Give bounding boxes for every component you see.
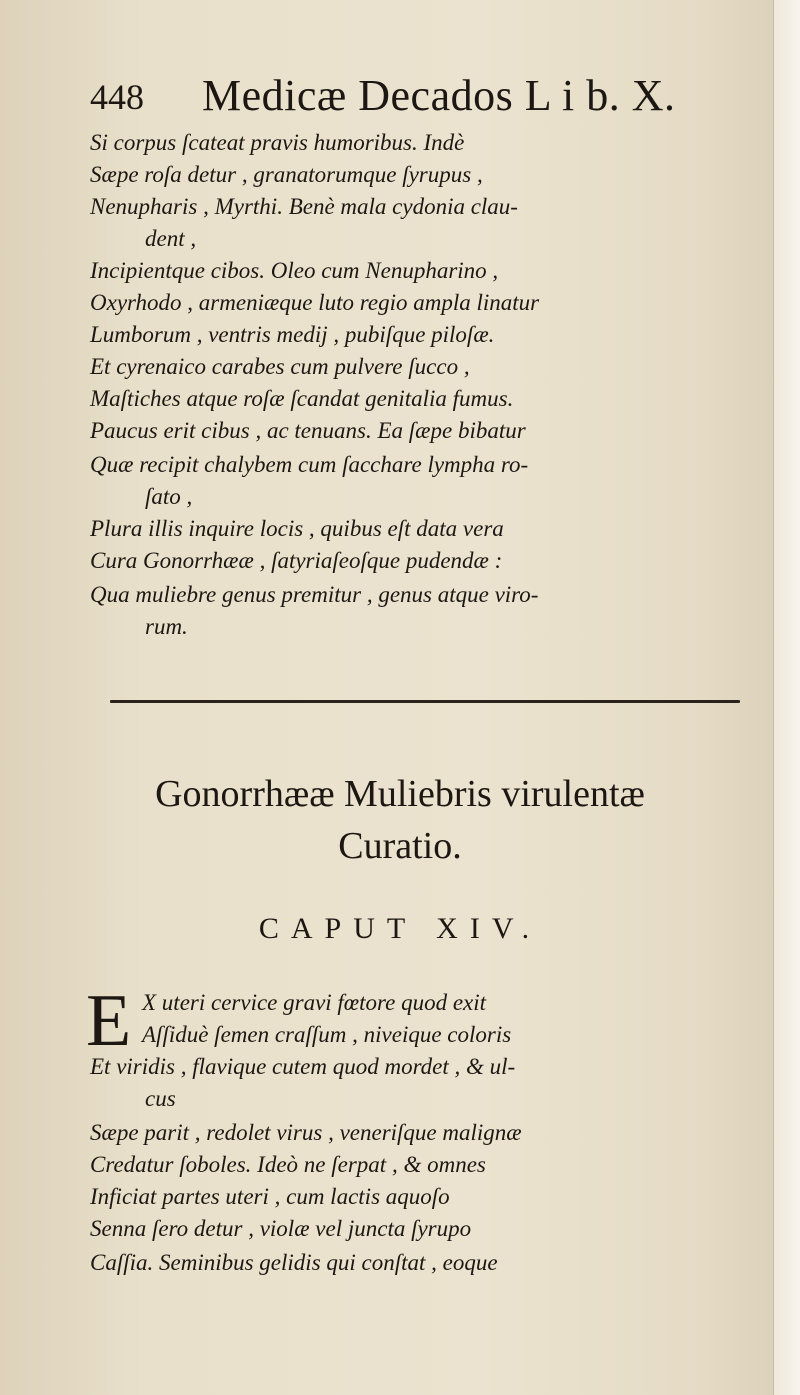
verse-line: Lumborum , ventris medij , pubiſque piloſæ.: [90, 322, 495, 347]
verse-line: Quæ recipit chalybem cum ſacchare lympha ro-: [90, 452, 529, 477]
verse-line: Paucus erit cibus , ac tenuans. Ea ſæpe bibatur: [90, 418, 526, 443]
verse-line: Incipientque cibos. Oleo cum Nenupharino ,: [90, 258, 499, 283]
verse-line: Senna ſero detur , violæ vel juncta ſyrupo: [90, 1216, 472, 1241]
verse-line: cus: [145, 1086, 176, 1111]
page-header: [90, 70, 690, 120]
verse-line: Cura Gonorrhææ , ſatyriaſeoſque pudendæ :: [90, 548, 503, 573]
verse-line: Sæpe roſa detur , granatorumque ſyrupus ,: [90, 162, 483, 187]
chapter-title-subtitle: Curatio.: [338, 825, 462, 867]
verse-line: Plura illis inquire locis , quibus eſt data vera: [90, 516, 504, 541]
verse-line: Qua muliebre genus premitur , genus atque viro-: [90, 582, 539, 607]
verse-line: Maſtiches atque roſæ ſcandat genitalia fumus.: [90, 386, 514, 411]
drop-cap: E: [86, 980, 132, 1062]
verse-line: Oxyrhodo , armeniæque luto regio ampla linatur: [90, 290, 540, 315]
running-title: Medicæ Decados L i b. X.: [202, 71, 676, 120]
verse-line: Sæpe parit , redolet virus , veneriſque malignæ: [90, 1120, 522, 1145]
page-edge: [773, 0, 800, 1395]
verse-line: Aſſiduè ſemen craſſum , niveique coloris: [142, 1022, 512, 1047]
chapter-number: CAPUT XIV.: [258, 912, 542, 945]
verse-line: Et cyrenaico carabes cum pulvere ſucco ,: [90, 354, 470, 379]
verse-line: rum.: [145, 614, 188, 639]
verse-line: Nenupharis , Myrthi. Benè mala cydonia clau-: [90, 194, 518, 219]
verse-line: dent ,: [145, 226, 197, 251]
verse-line: Si corpus ſcateat pravis humoribus. Indè: [90, 130, 465, 155]
section-divider: [110, 700, 740, 703]
verse-line: Credatur ſoboles. Ideò ne ſerpat , & omnes: [90, 1152, 486, 1177]
verse-line: Inficiat partes uteri , cum lactis aquoſo: [90, 1184, 450, 1209]
verse-line: ſato ,: [145, 484, 193, 509]
chapter-title: Gonorrhææ Muliebris virulentæ: [155, 773, 645, 815]
verse-line: X uteri cervice gravi fœtore quod exit: [142, 990, 487, 1015]
verse-line: Caſſia. Seminibus gelidis qui conſtat , eoque: [90, 1250, 498, 1275]
verse-line: Et viridis , flavique cutem quod mordet , & ul-: [90, 1054, 516, 1079]
page-number: 448: [90, 77, 144, 117]
